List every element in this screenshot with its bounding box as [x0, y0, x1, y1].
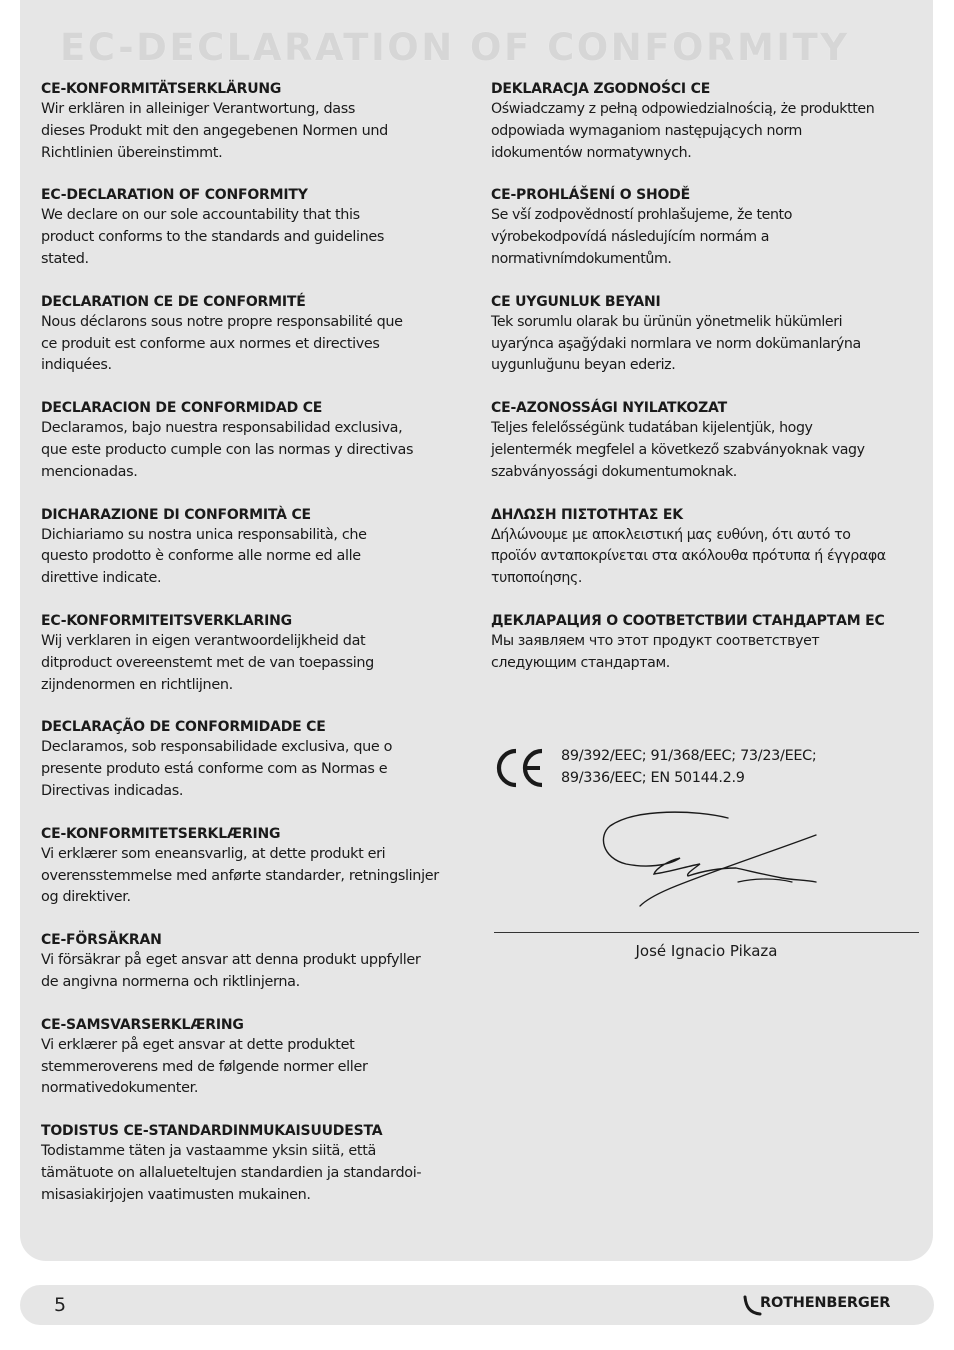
text-line: normativedokumenter.: [41, 1080, 199, 1097]
text-line: Teljes felelősségünk tudatában kijelentjük, hogy: [491, 420, 813, 437]
text-line: výrobekodpovídá následujícím normám a: [491, 229, 770, 246]
text-line: Directivas indicadas.: [41, 782, 184, 799]
section-text: [491, 99, 921, 164]
declaration-section: [41, 1121, 481, 1206]
text-line: Declaramos, sob responsabilidade exclusiva, que o: [41, 739, 393, 756]
page-title: EC-DECLARATION OF CONFORMITY: [60, 26, 850, 69]
declaration-section: [41, 1015, 481, 1100]
section-text: [41, 418, 481, 483]
text-line: uygunluğunu beyan ederiz.: [491, 357, 676, 374]
text-line: Δήλώνουμε με αποκλειστική μας ευθύνη, ότι αυτό το: [491, 526, 851, 543]
text-line: Dichiariamo su nostra unica responsabilità, che: [41, 526, 367, 543]
text-line: Nous déclarons sous notre propre responsabilité que: [41, 313, 403, 330]
section-text: [41, 312, 481, 377]
section-text: [491, 631, 921, 675]
signature-image: [596, 808, 826, 913]
text-line: Todistamme täten ja vastaamme yksin siitä, että: [41, 1143, 376, 1160]
text-line: προϊόν ανταποκρίνεται στα ακόλουθα πρότυπα ή έγγραφα: [491, 548, 886, 565]
section-text: [41, 205, 481, 270]
text-line: odpowiada wymaganiom następujących norm: [491, 122, 802, 139]
section-heading: DECLARATION CE DE CONFORMITÉ: [41, 293, 306, 310]
declaration-section: [41, 930, 481, 994]
declaration-section: [41, 185, 481, 270]
page-footer: [20, 1285, 934, 1325]
declaration-section: [491, 79, 921, 164]
section-heading: TODISTUS CE-STANDARDINMUKAISUUDESTA: [41, 1123, 383, 1140]
section-heading: CE-KONFORMITÄTSERKLÄRUNG: [41, 81, 282, 97]
text-line: indiquées.: [41, 357, 112, 374]
text-line: normativnímdokumentům.: [491, 250, 672, 267]
section-text: [41, 631, 481, 696]
section-heading: CE-AZONOSSÁGI NYILATKOZAT: [491, 400, 727, 417]
declaration-section: [41, 79, 481, 164]
text-line: We declare on our sole accountability that this: [41, 207, 360, 224]
text-line: uyarýnca aşağýdaki normlara ve norm dokümanlarýna: [491, 335, 861, 352]
section-text: [41, 844, 481, 909]
text-line: product conforms to the standards and guidelines: [41, 229, 385, 246]
section-heading: DEKLARACJA ZGODNOŚCI CE: [491, 81, 711, 97]
declaration-section: [491, 505, 921, 590]
right-column: [491, 79, 921, 696]
text-line: og direktiver.: [41, 889, 131, 906]
text-line: ce produit est conforme aux normes et directives: [41, 335, 380, 352]
text-line: jelentermék megfelel a következő szabványoknak vagy: [491, 441, 865, 458]
section-heading: CE UYGUNLUK BEYANI: [491, 293, 661, 310]
text-line: questo prodotto è conforme alle norme ed alle: [41, 548, 361, 565]
standards-list: [561, 745, 901, 789]
text-line: direttive indicate.: [41, 570, 162, 587]
text-line: mencionadas.: [41, 463, 138, 480]
declaration-section: [41, 292, 481, 377]
section-heading: ДЕКЛАРАЦИЯ О СООТВЕТСТВИИ СТАНДАРТАМ ЕС: [491, 612, 885, 629]
section-heading: ΔΗΛΩΣΗ ΠΙΣΤΟΤΗΤΑΣ ΕΚ: [491, 506, 683, 523]
text-line: tämätuote on allalueteltujen standardien ja standardoi-: [41, 1164, 422, 1181]
text-line: Wir erklären in alleiniger Verantwortung, dass: [41, 101, 356, 117]
section-text: [41, 99, 481, 164]
declaration-section: [41, 611, 481, 696]
text-line: Мы заявляем что этот продукт соответствует: [491, 632, 820, 649]
declaration-section: [41, 505, 481, 590]
declaration-section: [41, 398, 481, 483]
section-heading: EC-KONFORMITEITSVERKLARING: [41, 612, 292, 629]
text-line: ditproduct overeenstemt met de van toepassing: [41, 654, 374, 671]
text-line: Vi försäkrar på eget ansvar att denna produkt uppfyller: [41, 952, 421, 969]
section-text: [491, 312, 921, 377]
section-text: [41, 950, 481, 994]
text-line: overensstemmelse med anførte standarder, retningslinjer: [41, 867, 439, 884]
page-number: 5: [54, 1294, 67, 1316]
section-heading: DICHARAZIONE DI CONFORMITÀ CE: [41, 506, 311, 523]
text-line: que este producto cumple con las normas y directivas: [41, 441, 414, 458]
text-line: idokumentów normatywnych.: [491, 144, 692, 161]
brand-logo: [742, 1293, 924, 1319]
standards-line: 89/336/EEC; EN 50144.2.9: [561, 770, 745, 786]
text-line: stemmeroverens med de følgende normer eller: [41, 1058, 368, 1075]
text-line: de angivna normerna och riktlinjerna.: [41, 973, 300, 990]
text-line: Richtlinien übereinstimmt.: [41, 144, 223, 161]
text-line: szabványossági dokumentumoknak.: [491, 463, 737, 480]
brand-name: ROTHENBERGER: [760, 1295, 891, 1311]
text-line: zijndenormen en richtlijnen.: [41, 676, 233, 693]
standards-line: 89/392/EEC; 91/368/EEC; 73/23/EEC;: [561, 748, 817, 764]
text-line: stated.: [41, 250, 89, 267]
declaration-section: [41, 717, 481, 802]
section-heading: DECLARACION DE CONFORMIDAD CE: [41, 400, 323, 417]
section-heading: CE-FÖRSÄKRAN: [41, 932, 162, 949]
text-line: Tek sorumlu olarak bu ürünün yönetmelik hükümleri: [491, 313, 843, 330]
section-text: [41, 1141, 481, 1206]
text-line: misasiakirjojen vaatimusten mukainen.: [41, 1186, 311, 1203]
section-heading: CE-SAMSVARSERKLÆRING: [41, 1016, 244, 1033]
section-heading: DECLARAÇÃO DE CONFORMIDADE CE: [41, 719, 326, 736]
section-heading: CE-PROHLÁŠENÍ O SHODĚ: [491, 187, 690, 204]
section-text: [41, 1035, 481, 1100]
section-text: [491, 525, 921, 590]
section-heading: CE-KONFORMITETSERKLÆRING: [41, 825, 281, 842]
text-line: следующим стандартам.: [491, 654, 670, 671]
section-text: [41, 525, 481, 590]
text-line: Vi erklærer på eget ansvar at dette produktet: [41, 1036, 355, 1053]
text-line: presente produto está conforme com as Normas e: [41, 761, 388, 778]
text-line: Oświadczamy z pełną odpowiedzialnością, że produktten: [491, 101, 875, 117]
text-line: Wij verklaren in eigen verantwoordelijkheid dat: [41, 632, 366, 649]
section-text: [41, 737, 481, 802]
declaration-section: [491, 185, 921, 270]
declaration-section: [41, 824, 481, 909]
signatory-name: José Ignacio Pikaza: [635, 942, 778, 960]
left-column: [41, 79, 481, 1228]
declaration-section: [491, 398, 921, 483]
section-text: [491, 205, 921, 270]
text-line: τυποποίησης.: [491, 570, 583, 587]
text-line: Vi erklærer som eneansvarlig, at dette produkt eri: [41, 845, 386, 862]
declaration-section: [491, 611, 921, 675]
signature-line: [494, 932, 919, 933]
section-text: [491, 418, 921, 483]
declaration-section: [491, 292, 921, 377]
text-line: dieses Produkt mit den angegebenen Normen und: [41, 122, 388, 139]
section-heading: EC-DECLARATION OF CONFORMITY: [41, 187, 308, 204]
text-line: Declaramos, bajo nuestra responsabilidad exclusiva,: [41, 420, 403, 437]
text-line: Se vší zodpovědností prohlašujeme, že tento: [491, 207, 792, 224]
ce-mark-icon: [496, 748, 546, 788]
